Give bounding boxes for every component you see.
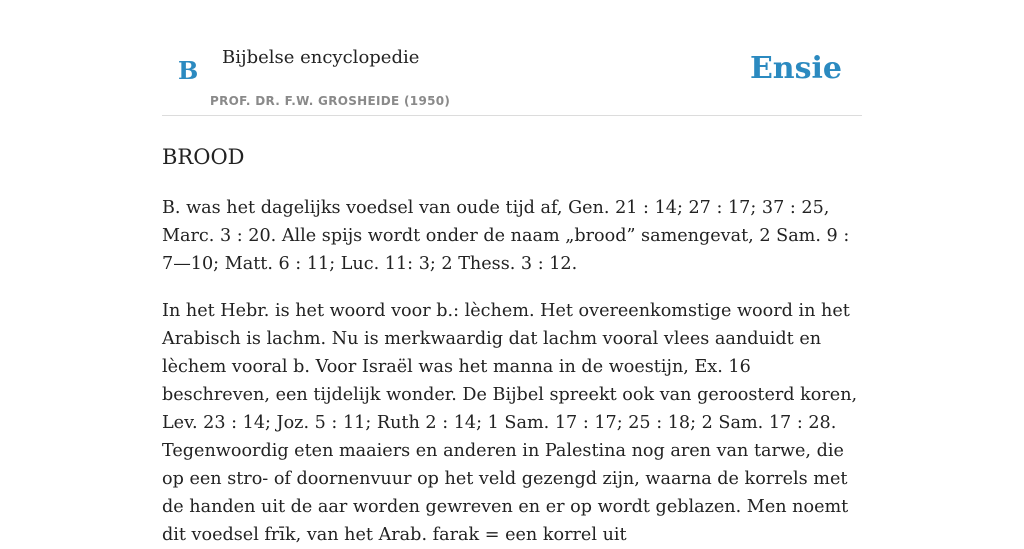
page-container [162,0,862,549]
entry-title: BROOD [162,145,245,169]
book-letter-badge[interactable]: B [178,56,199,85]
book-author: PROF. DR. F.W. GROSHEIDE (1950) [210,94,451,108]
site-header [162,0,862,116]
article [162,142,862,549]
article-paragraph: In het Hebr. is het woord voor b.: lèchem. Het overeenkomstige woord in het Arabisch is lachm. Nu is merkwaardig dat lachm vooral vlees aanduidt en lèchem vooral b. Voor Israël was het manna in de woestijn, Ex. 16 beschreven, een tijdelijk wonder. De Bijbel spreekt ook van geroosterd koren, Lev. 23 : 14; Joz. 5 : 11; Ruth 2 : 14; 1 Sam. 17 : 17; 25 : 18; 2 Sam. 17 : 28. Tegenwoordig eten maaiers en anderen in Palestina nog aren van tarwe, die op een stro- of doornenvuur op het veld gezengd zijn, waarna de korrels met de handen uit de aar worden gewreven en er op wordt geblazen. Men noemt dit voedsel frīk, van het Arab. farak = een korrel uit [162,301,858,545]
article-paragraph: B. was het dagelijks voedsel van oude tijd af, Gen. 21 : 14; 27 : 17; 37 : 25, Marc. 3 : 20. Alle spijs wordt onder de naam „brood” samengevat, 2 Sam. 9 : 7—10; Matt. 6 : 11; Luc. 11: 3; 2 Thess. 3 : 12. [162,198,850,274]
brand-logo-link[interactable]: Ensie [749,51,842,86]
book-title[interactable]: Bijbelse encyclopedie [222,47,420,68]
